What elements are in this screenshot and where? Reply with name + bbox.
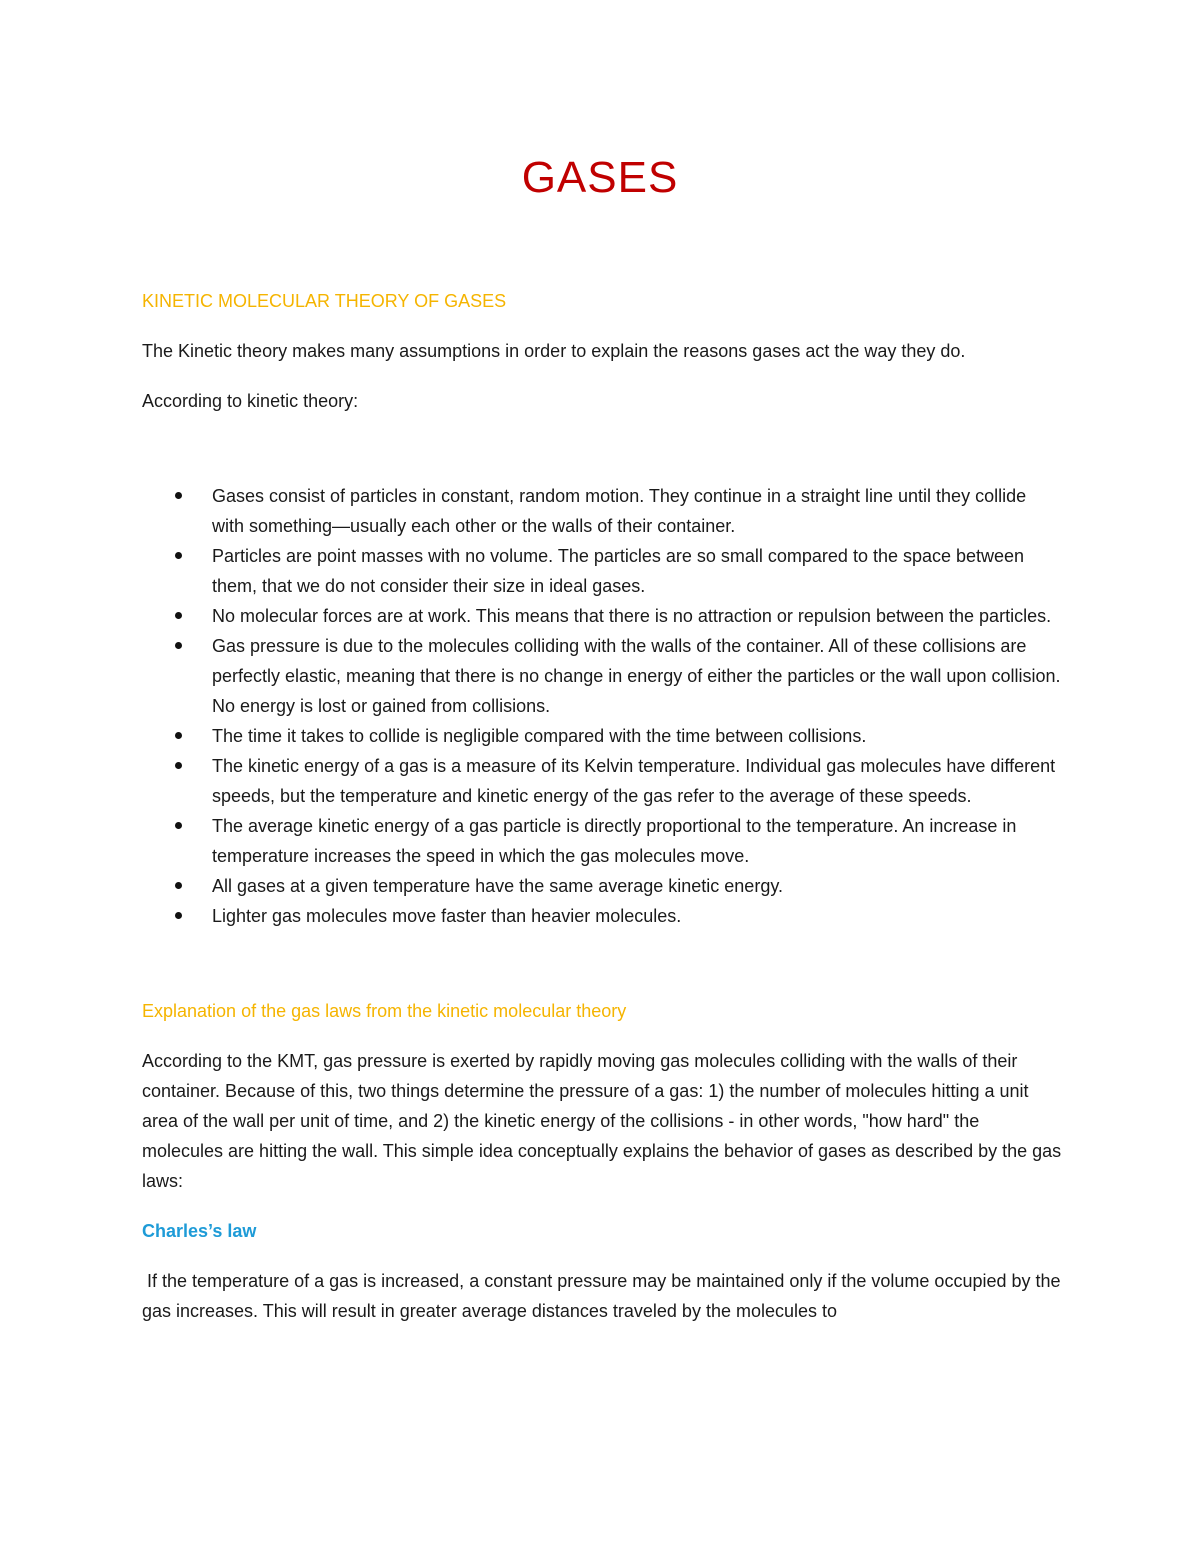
bullet-icon <box>175 882 182 889</box>
bullet-list <box>142 481 1062 931</box>
list-item <box>142 871 1062 901</box>
section-heading-charles-law: Charles’s law <box>142 1221 257 1241</box>
bullet-icon <box>175 822 182 829</box>
page-title: GASES <box>521 153 679 202</box>
section-heading-gas-laws: Explanation of the gas laws from the kinetic molecular theory <box>142 1001 627 1021</box>
list-item <box>142 481 1062 541</box>
paragraph-kmt: According to the KMT, gas pressure is exerted by rapidly moving gas molecules colliding with the walls of their container. Because of this, two things determine the pressure of a gas: 1) the number of molecules hitting a unit area of the wall per unit of time, and 2) the kinetic energy of the collisions - in other words, "how hard" the molecules are hitting the wall. This simple idea conceptually explains the behavior of gases as described by the gas laws: <box>142 1051 1062 1191</box>
list-item-text: All gases at a given temperature have the same average kinetic energy. <box>212 876 783 896</box>
list-item <box>142 901 1062 931</box>
list-item <box>142 811 1062 871</box>
paragraph-charles: If the temperature of a gas is increased, a constant pressure may be maintained only if the volume occupied by the gas increases. This will result in greater average distances traveled by the molecules to <box>142 1271 1066 1321</box>
list-item <box>142 601 1062 631</box>
bullet-icon <box>175 492 182 499</box>
list-item-text: No molecular forces are at work. This means that there is no attraction or repulsion between the particles. <box>212 606 1052 626</box>
list-item <box>142 541 1062 601</box>
bullet-icon <box>175 612 182 619</box>
bullet-icon <box>175 762 182 769</box>
bullet-icon <box>175 912 182 919</box>
document-body <box>142 286 1066 1326</box>
list-item-text: Particles are point masses with no volume. The particles are so small compared to the space between them, that we do not consider their size in ideal gases. <box>212 546 1025 596</box>
bullet-icon <box>175 552 182 559</box>
bullet-icon <box>175 642 182 649</box>
list-item-text: Lighter gas molecules move faster than heavier molecules. <box>212 906 682 926</box>
list-item-text: The kinetic energy of a gas is a measure of its Kelvin temperature. Individual gas molecules have different speeds, but the temperature and kinetic energy of the gas refer to the average of these speeds. <box>212 756 1056 806</box>
bullet-icon <box>175 732 182 739</box>
section-heading-kmt: KINETIC MOLECULAR THEORY OF GASES <box>142 291 507 311</box>
list-item-text: Gases consist of particles in constant, random motion. They continue in a straight line until they collide with something—usually each other or the walls of their container. <box>212 486 1027 536</box>
list-item <box>142 631 1062 721</box>
list-item <box>142 751 1062 811</box>
list-item-text: The time it takes to collide is negligible compared with the time between collisions. <box>212 726 867 746</box>
list-item-text: Gas pressure is due to the molecules colliding with the walls of the container. All of these collisions are perfectly elastic, meaning that there is no change in energy of either the particles or the wall upon collision. No energy is lost or gained from collisions. <box>212 636 1061 716</box>
paragraph-lead: According to kinetic theory: <box>142 391 359 411</box>
paragraph-intro: The Kinetic theory makes many assumptions in order to explain the reasons gases act the way they do. <box>142 341 966 361</box>
list-item <box>142 721 1062 751</box>
list-item-text: The average kinetic energy of a gas particle is directly proportional to the temperature. An increase in temperature increases the speed in which the gas molecules move. <box>212 816 1017 866</box>
